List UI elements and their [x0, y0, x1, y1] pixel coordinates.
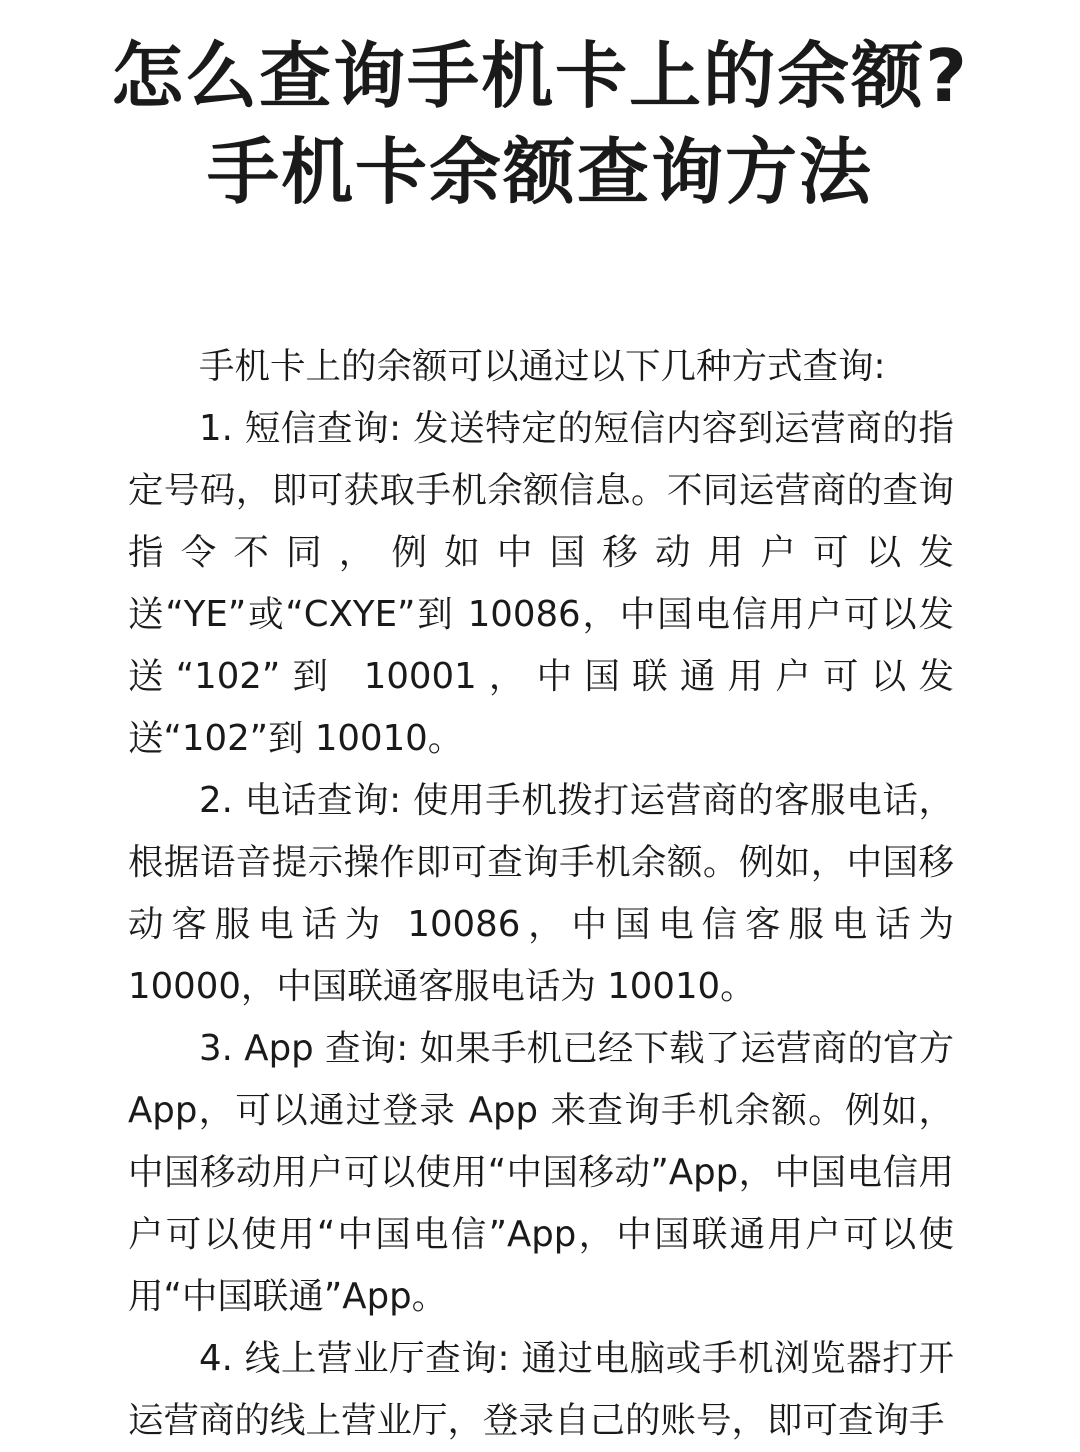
intro-paragraph: 手机卡上的余额可以通过以下几种方式查询:	[199, 346, 886, 387]
article-body	[128, 336, 954, 1452]
method-app-paragraph: 3. App 查询: 如果手机已经下载了运营商的官方 App，可以通过登录 App 来查询手机余额。例如，中国移动用户可以使用“中国移动”App，中国电信用户可以使用“中国电信”App，中国联通用户可以使用“中国联通”App。	[128, 1028, 954, 1317]
watermark-area	[960, 1424, 1080, 1440]
article-title	[0, 28, 1080, 220]
title-line-2: 手机卡余额查询方法	[206, 130, 873, 214]
method-online-hall-paragraph: 4. 线上营业厅查询: 通过电脑或手机浏览器打开运营商的线上营业厅，登录自己的账号，即可查询手	[128, 1338, 954, 1441]
title-line-1: 怎么查询手机卡上的余额?	[111, 34, 969, 118]
method-phone-paragraph: 2. 电话查询: 使用手机拨打运营商的客服电话，根据语音提示操作即可查询手机余额。例如，中国移动客服电话为 10086，中国电信客服电话为 10000，中国联通客服电话为 10010。	[128, 780, 954, 1007]
method-sms-paragraph: 1. 短信查询: 发送特定的短信内容到运营商的指定号码，即可获取手机余额信息。不同运营商的查询指令不同，例如中国移动用户可以发送“YE”或“CXYE”到 10086，中国电信用户可以发送“102”到 10001，中国联通用户可以发送“102”到 10010。	[128, 408, 954, 759]
